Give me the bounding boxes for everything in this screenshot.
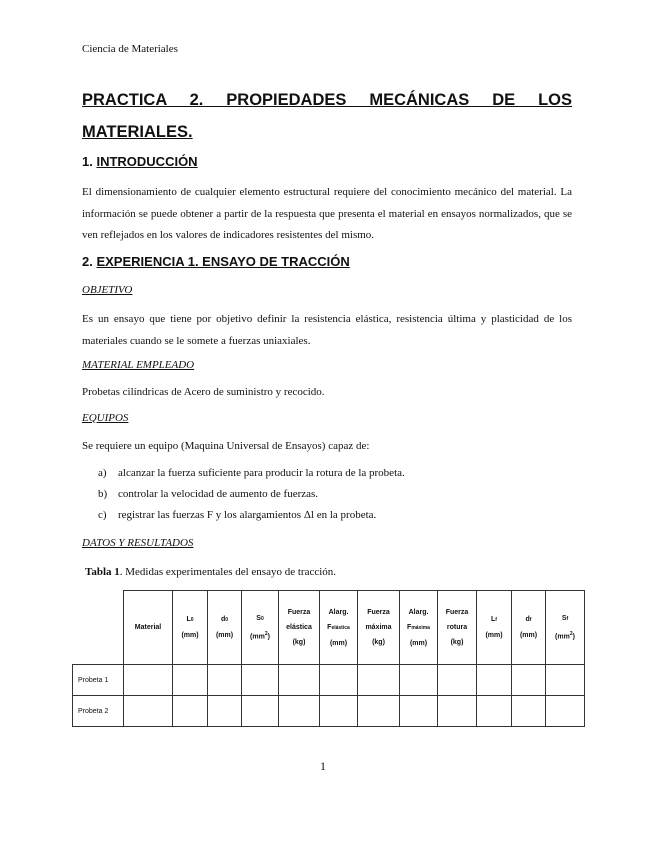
datos-label: DATOS Y RESULTADOS: [82, 537, 194, 549]
equipos-label: EQUIPOS: [82, 412, 129, 424]
section-number: 2.: [82, 254, 93, 269]
list-item: [98, 509, 376, 521]
table-cell: [279, 696, 320, 727]
table-cell: [208, 696, 242, 727]
list-item: [98, 467, 405, 479]
header-material: Material: [124, 591, 173, 665]
section-title: INTRODUCCIÓN: [96, 154, 198, 169]
table-row: [73, 665, 585, 696]
list-marker: a): [98, 467, 107, 479]
table-cell: [320, 696, 358, 727]
table-cell: [512, 665, 546, 696]
page-title: PRACTICA 2. PROPIEDADES MECÁNICAS DE LOS MATERIALES.: [82, 91, 572, 141]
table-cell: [242, 665, 279, 696]
row-label: Probeta 2: [73, 696, 124, 727]
header-lf: Lf (mm): [477, 591, 512, 665]
list-item-text: alcanzar la fuerza suficiente para producir la rotura de la probeta.: [118, 467, 405, 479]
table-row: [73, 696, 585, 727]
objetivo-label: OBJETIVO: [82, 284, 133, 296]
header-fuerza-maxima: Fuerza máxima (kg): [358, 591, 400, 665]
table-cell: [477, 665, 512, 696]
table-header-row: [73, 591, 585, 665]
table-caption-label: Tabla 1: [85, 566, 120, 578]
intro-paragraph: El dimensionamiento de cualquier elemento estructural requiere del conocimiento mecánico del material. La información se puede obtener a partir de la respuesta que presenta el material en ensayos normalizados, que se ven reflejados en los valores de indicadores resistentes del mismo.: [82, 186, 572, 241]
table-cell: [358, 665, 400, 696]
table-cell: [546, 696, 585, 727]
header-fuerza-elastica: Fuerza elástica (kg): [279, 591, 320, 665]
table-cell: [173, 665, 208, 696]
list-item: [98, 488, 318, 500]
running-header: Ciencia de Materiales: [82, 43, 178, 55]
header-blank-cell: [73, 591, 124, 665]
table-cell: [124, 696, 173, 727]
measurements-table: [72, 590, 585, 727]
list-marker: b): [98, 488, 108, 500]
table-cell: [124, 665, 173, 696]
section-heading-intro: [82, 154, 198, 169]
material-text: Probetas cilíndricas de Acero de suministro y recocido.: [82, 386, 325, 398]
table-cell: [242, 696, 279, 727]
section-number: 1.: [82, 154, 93, 169]
section-heading-exp1: [82, 254, 350, 269]
header-l0: L0 (mm): [173, 591, 208, 665]
table-cell: [173, 696, 208, 727]
material-label: MATERIAL EMPLEADO: [82, 359, 195, 371]
header-sf: Sf $(mm^2)$: [546, 591, 585, 665]
header-fuerza-rotura: Fuerza rotura (kg): [438, 591, 477, 665]
table-caption-text: . Medidas experimentales del ensayo de tracción.: [119, 566, 337, 578]
table-cell: [279, 665, 320, 696]
equipos-text: Se requiere un equipo (Maquina Universal de Ensayos) capaz de:: [82, 440, 370, 452]
table-cell: [512, 696, 546, 727]
table-cell: [477, 696, 512, 727]
header-d0: d0 (mm): [208, 591, 242, 665]
section-title: EXPERIENCIA 1. ENSAYO DE TRACCIÓN: [96, 254, 350, 269]
table-cell: [400, 665, 438, 696]
table-cell: [400, 696, 438, 727]
table-cell: [320, 665, 358, 696]
page-number: 1: [320, 759, 326, 773]
list-item-text: controlar la velocidad de aumento de fuerzas.: [118, 488, 319, 500]
list-item-text: registrar las fuerzas F y los alargamientos Δl en la probeta.: [118, 509, 377, 521]
table-cell: [358, 696, 400, 727]
table-cell: [438, 696, 477, 727]
list-marker: c): [98, 509, 107, 521]
row-label: Probeta 1: [73, 665, 124, 696]
header-df: df (mm): [512, 591, 546, 665]
table-cell: [546, 665, 585, 696]
table-cell: [438, 665, 477, 696]
header-s0: S0 $(mm^2)$: [242, 591, 279, 665]
table-cell: [208, 665, 242, 696]
table-caption: [85, 566, 336, 578]
objetivo-paragraph: Es un ensayo que tiene por objetivo definir la resistencia elástica, resistencia última y plasticidad de los materiales cuando se le somete a fuerzas uniaxiales.: [82, 313, 572, 347]
header-alarg-maxima: Alarg. Fmáxima (mm): [400, 591, 438, 665]
header-alarg-elastica: Alarg. Felástica (mm): [320, 591, 358, 665]
